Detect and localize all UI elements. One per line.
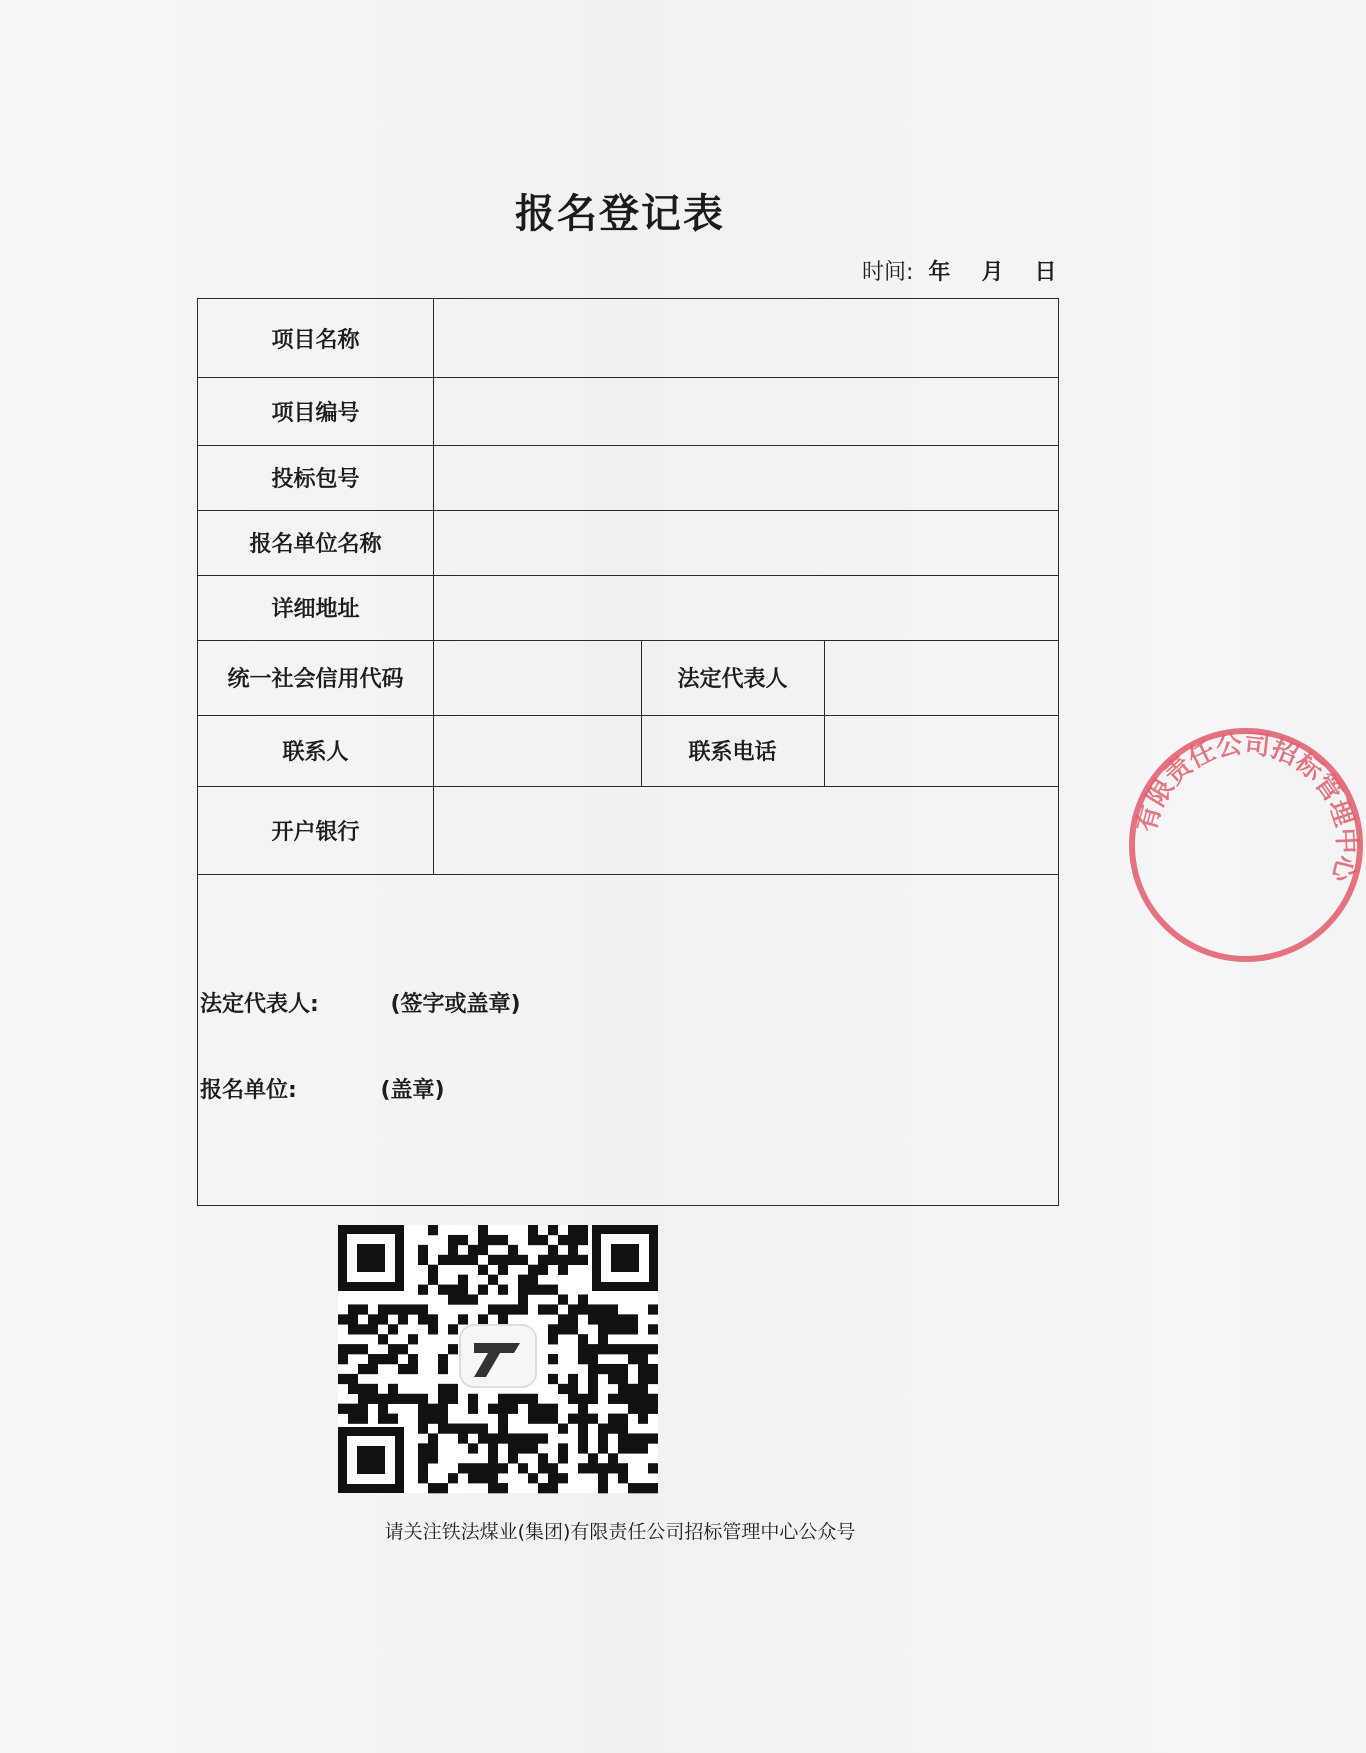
row-divider [198,874,1058,875]
signature-unit [200,1073,445,1104]
qr-code [338,1225,658,1493]
page-title: 报名登记表 [515,191,725,237]
label-company-name: 报名单位名称 [249,532,382,557]
column-divider [824,640,825,786]
label-address: 详细地址 [271,597,360,622]
registration-form-table [197,298,1059,1206]
date-month: 月 [981,260,1004,285]
label-project-name: 项目名称 [271,327,360,353]
date-line [862,255,1080,286]
signature-unit-note: (盖章) [380,1078,445,1103]
signature-legal-rep [200,987,521,1018]
red-seal-stamp [1126,725,1366,965]
stamp-text: 有限责任公司招标管理中心 [1131,729,1362,885]
label-credit-code: 统一社会信用代码 [227,667,404,692]
label-legal-representative: 法定代表人 [677,667,788,692]
label-bid-package: 投标包号 [271,467,360,492]
label-bank: 开户银行 [271,819,360,845]
signature-legal-rep-note: (签字或盖章) [390,992,521,1017]
label-contact-person: 联系人 [282,740,349,765]
signature-legal-rep-label: 法定代表人: [200,992,319,1017]
svg-text:有限责任公司招标管理中心 [1132,729,1362,886]
footer-note: 请关注铁法煤业(集团)有限责任公司招标管理中心公众号 [384,1521,856,1543]
date-label: 时间: [862,260,914,285]
date-year: 年 [928,260,951,285]
signature-unit-label: 报名单位: [200,1078,297,1103]
label-contact-phone: 联系电话 [688,740,777,765]
column-divider [433,299,434,874]
date-day: 日 [1034,260,1057,285]
label-project-number: 项目编号 [271,400,360,426]
